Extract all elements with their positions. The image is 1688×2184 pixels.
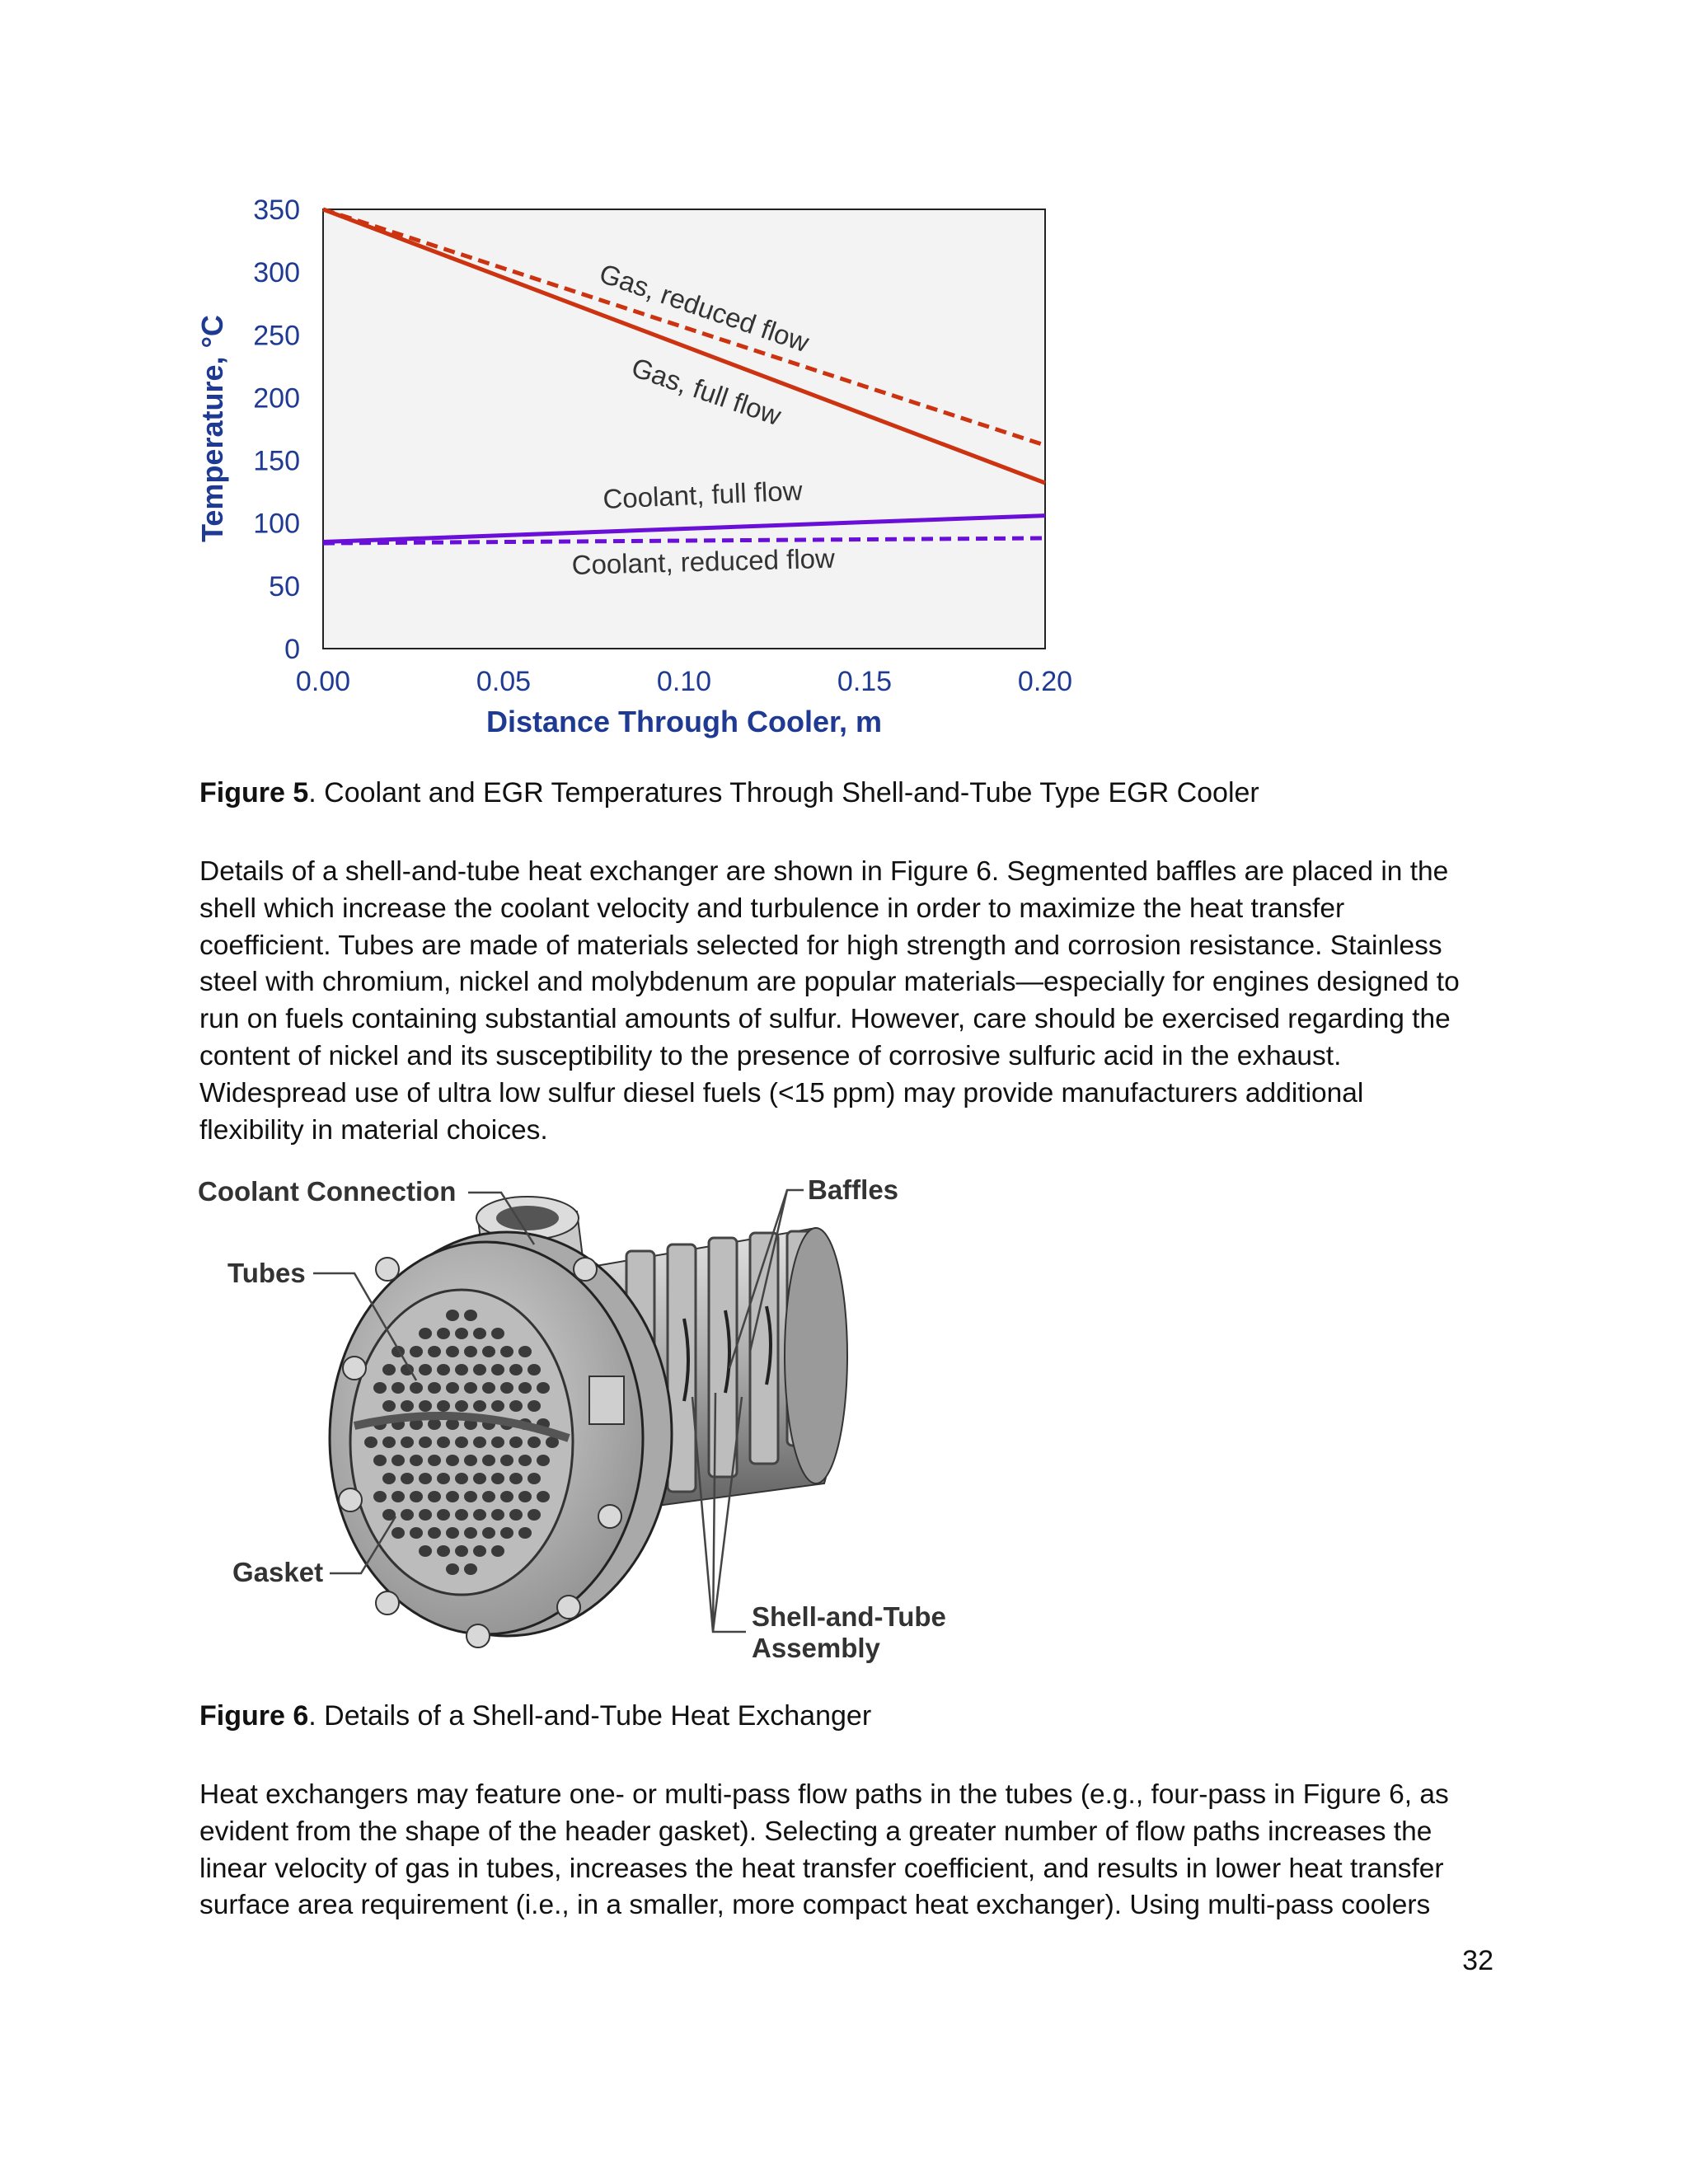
tube-hole [518,1382,532,1394]
tube-hole [401,1400,414,1412]
tube-hole [437,1328,450,1339]
label-shell-and-tube-line1: Shell-and-Tube [752,1601,946,1632]
tube-hole [446,1382,459,1394]
figure-5-caption-label: Figure 5 [199,777,309,808]
paragraph-2 [199,1777,1493,1924]
page-number: 32 [1462,1945,1493,1976]
tube-hole [401,1509,414,1521]
tube-hole [364,1436,377,1448]
tube-hole [419,1328,432,1339]
tube-hole [446,1527,459,1539]
x-tick-label: 0.20 [1017,666,1073,697]
tube-hole [428,1455,441,1466]
tube-hole [446,1455,459,1466]
tube-hole [491,1364,504,1376]
figure-6-caption [199,1700,871,1732]
tube-hole [473,1436,486,1448]
figure-6-caption-text: . Details of a Shell-and-Tube Heat Exchanger [308,1700,872,1732]
tube-sheet-flange [330,1232,672,1647]
y-tick-label: 150 [253,445,300,477]
tube-hole [500,1491,513,1502]
y-tick-label: 350 [253,194,300,226]
tube-hole [500,1346,513,1357]
plot-area [323,209,1045,649]
figure-6-caption-label: Figure 6 [199,1700,309,1732]
tube-hole [428,1491,441,1502]
tube-hole [392,1382,405,1394]
paragraph-line: coefficient. Tubes are made of materials selected for high strength and corrosion resistance. Stainless [199,930,1442,961]
paragraph-1 [199,854,1493,1149]
paragraph-line: run on fuels containing substantial amounts of sulfur. However, care should be exercised regarding the [199,1004,1451,1035]
tube-hole [428,1346,441,1357]
tube-hole [491,1473,504,1484]
tube-hole [482,1491,495,1502]
y-axis-ticks [253,194,300,665]
series-label-gas-full-flow: Gas, full flow [627,351,785,432]
tube-hole [382,1436,396,1448]
tube-hole [464,1346,477,1357]
tube-hole [482,1382,495,1394]
y-tick-label: 200 [253,382,300,415]
tube-hole [528,1364,541,1376]
tube-hole [491,1509,504,1521]
tube-hole [455,1545,468,1557]
tube-hole [509,1509,523,1521]
tube-hole [410,1527,423,1539]
tube-hole [500,1455,513,1466]
tube-hole [446,1563,459,1575]
paragraph-line: Heat exchangers may feature one- or multi-pass flow paths in the tubes (e.g., four-pass in Figure 6, as [199,1779,1449,1810]
figure-5-caption-text: . Coolant and EGR Temperatures Through Shell-and-Tube Type EGR Cooler [308,777,1259,808]
tube-hole [528,1473,541,1484]
paragraph-line: surface area requirement (i.e., in a smaller, more compact heat exchanger). Using multi-pass coolers [199,1890,1431,1921]
y-tick-label: 300 [253,257,300,289]
paragraph-line: content of nickel and its susceptibility to the presence of corrosive sulfuric acid in the exhaust. [199,1040,1342,1071]
tube-hole [392,1491,405,1502]
tube-hole [491,1328,504,1339]
tube-hole [437,1473,450,1484]
tube-hole [464,1310,477,1321]
tube-hole [518,1491,532,1502]
tube-hole [528,1509,541,1521]
tube-hole [500,1382,513,1394]
x-axis-ticks [296,666,1072,697]
tube-hole [455,1509,468,1521]
tube-hole [373,1491,387,1502]
tube-hole [518,1346,532,1357]
tube-hole [419,1436,432,1448]
paragraph-line: shell which increase the coolant velocity and turbulence in order to maximize the heat transfer [199,893,1345,924]
tube-hole [518,1455,532,1466]
tube-hole [464,1527,477,1539]
paragraph-line: Details of a shell-and-tube heat exchanger are shown in Figure 6. Segmented baffles are placed in the [199,856,1449,887]
tube-hole [410,1382,423,1394]
tube-hole [446,1346,459,1357]
paragraph-line: steel with chromium, nickel and molybdenum are popular materials—especially for engines designed to [199,967,1460,998]
label-gasket: Gasket [232,1557,324,1587]
tube-hole [419,1545,432,1557]
tube-hole [528,1400,541,1412]
tube-hole [401,1473,414,1484]
figure-5-chart [0,0,1688,758]
x-axis-title: Distance Through Cooler, m [485,705,883,738]
tube-hole [509,1400,523,1412]
tube-hole [455,1473,468,1484]
tube-hole [464,1382,477,1394]
y-tick-label: 0 [284,634,300,665]
paragraph-line: evident from the shape of the header gasket). Selecting a greater number of flow paths increases the [199,1816,1432,1847]
tube-hole [373,1455,387,1466]
tube-hole [473,1400,486,1412]
tube-hole [509,1364,523,1376]
tube-hole [437,1364,450,1376]
figure-6-illustration [0,1154,1688,1681]
paragraph-line: Widespread use of ultra low sulfur diesel fuels (<15 ppm) may provide manufacturers additional [199,1077,1364,1108]
tube-hole [401,1436,414,1448]
y-tick-label: 100 [253,508,300,540]
tube-hole [473,1328,486,1339]
tube-hole [491,1436,504,1448]
tube-hole [446,1310,459,1321]
tube-hole [455,1400,468,1412]
label-baffles: Baffles [808,1174,899,1205]
x-tick-label: 0.10 [656,666,712,697]
tube-hole [392,1527,405,1539]
figure-5-caption [199,777,1259,809]
tube-hole [419,1473,432,1484]
tube-hole [410,1455,423,1466]
tube-hole [419,1400,432,1412]
tube-hole [419,1509,432,1521]
x-tick-label: 0.05 [476,666,532,697]
tube-hole [419,1364,432,1376]
tube-hole [464,1455,477,1466]
tube-hole [473,1364,486,1376]
tube-hole [392,1455,405,1466]
tube-hole [537,1491,550,1502]
tube-hole [473,1473,486,1484]
tube-hole [382,1473,396,1484]
y-axis-title: Temperature, °C [195,315,229,542]
tube-hole [373,1382,387,1394]
tube-hole [473,1509,486,1521]
tube-hole [500,1527,513,1539]
tube-hole [537,1455,550,1466]
tube-hole [509,1436,523,1448]
tube-hole [464,1491,477,1502]
tube-hole [491,1545,504,1557]
paragraph-line: flexibility in material choices. [199,1114,548,1146]
tube-hole [446,1491,459,1502]
series-label-coolant-reduced-flow: Coolant, reduced flow [571,542,836,580]
series-label-coolant-full-flow: Coolant, full flow [602,475,804,514]
tube-hole [509,1473,523,1484]
tube-hole [473,1545,486,1557]
label-shell-and-tube-line2: Assembly [752,1633,880,1663]
tube-hole [428,1382,441,1394]
x-tick-label: 0.00 [295,666,351,697]
tube-hole [382,1364,396,1376]
x-tick-label: 0.15 [837,666,893,697]
tube-hole [428,1527,441,1539]
tube-hole [455,1364,468,1376]
paragraph-line: linear velocity of gas in tubes, increases the heat transfer coefficient, and results in lower heat transfer [199,1853,1444,1884]
label-tubes: Tubes [227,1258,306,1288]
tube-hole [410,1346,423,1357]
y-tick-label: 250 [253,320,300,352]
tube-hole [482,1346,495,1357]
series-label-gas-reduced-flow: Gas, reduced flow [595,257,814,359]
tube-hole [482,1527,495,1539]
tube-hole [537,1382,550,1394]
tube-hole [518,1527,532,1539]
tube-hole [482,1455,495,1466]
tube-hole [528,1436,541,1448]
tube-hole [491,1400,504,1412]
tube-hole [464,1563,477,1575]
tube-hole [437,1436,450,1448]
tube-hole [437,1509,450,1521]
y-tick-label: 50 [269,570,300,602]
tube-hole [455,1328,468,1339]
label-coolant-connection: Coolant Connection [198,1176,457,1207]
tube-hole [437,1545,450,1557]
tube-hole [410,1491,423,1502]
tube-hole [437,1400,450,1412]
tube-hole [455,1436,468,1448]
tube-hole [382,1400,396,1412]
